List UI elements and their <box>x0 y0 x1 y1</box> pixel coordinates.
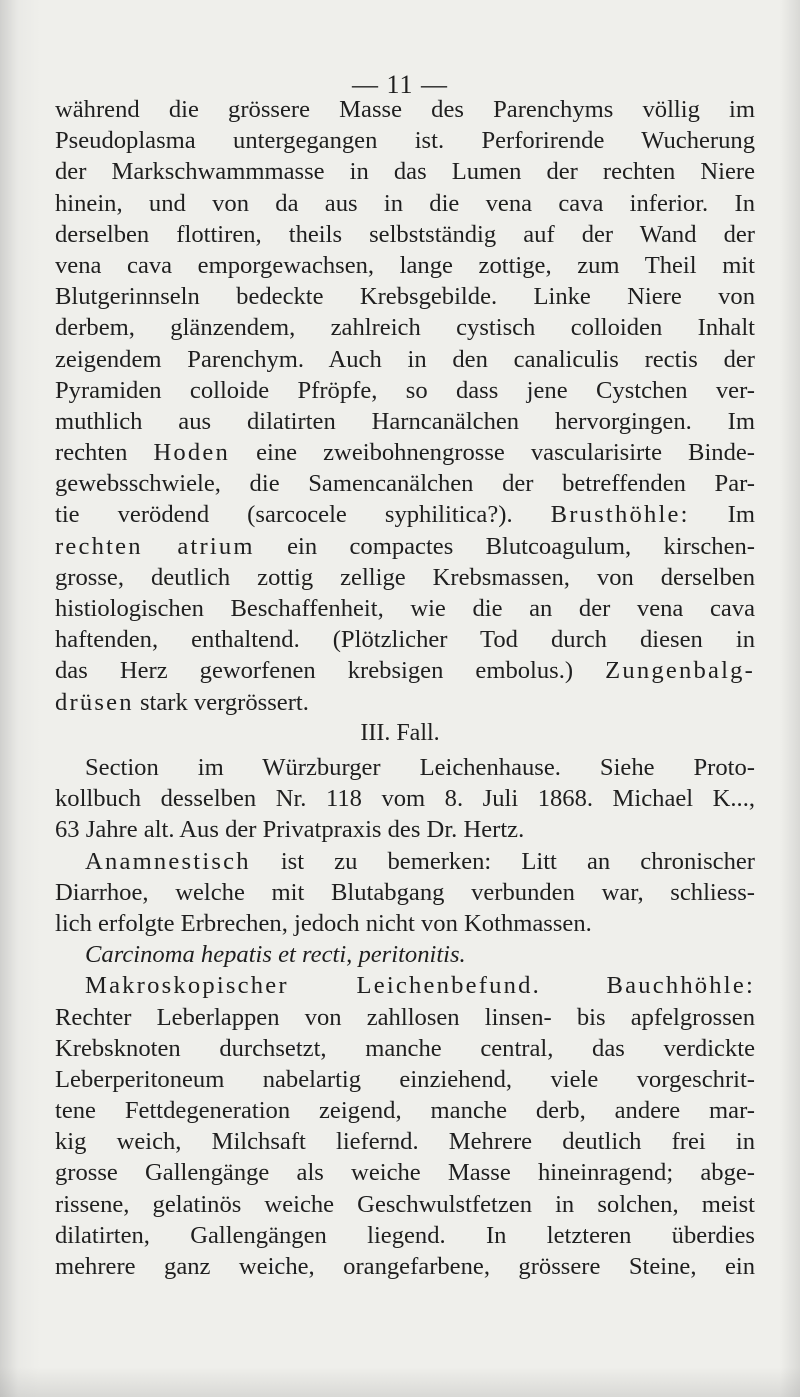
text-line: rissene, gelatinös weiche Geschwulstfetzen in solchen, meist <box>55 1190 755 1218</box>
text-line: 63 Jahre alt. Aus der Privatpraxis des Dr. Hertz. <box>55 816 525 844</box>
text-line: dilatirten, Gallengängen liegend. In letzteren überdies <box>55 1221 755 1249</box>
text-line: Rechter Leberlappen von zahllosen linsen- bis apfelgrossen <box>55 1003 755 1031</box>
text-line: kollbuch desselben Nr. 118 vom 8. Juli 1868. Michael K..., <box>55 785 755 813</box>
text-line <box>55 437 755 468</box>
inline-text: Im <box>727 501 755 529</box>
text-line: mehrere ganz weiche, orangefarbene, grössere Steine, ein <box>55 1253 755 1280</box>
text-line: gewebsschwiele, die Samencanälchen der betreffenden Par- <box>55 470 755 498</box>
text-line: Diarrhoe, welche mit Blutabgang verbunden war, schliess- <box>55 878 755 906</box>
inline-text: das Herz geworfenen krebsigen embolus.) <box>55 657 574 685</box>
spaced-term-brusthoehle: Brusthöhle: <box>550 501 690 529</box>
text-line <box>55 655 755 686</box>
text-line: Leberperitoneum nabelartig einziehend, viele vorgeschrit- <box>55 1065 755 1093</box>
spaced-term-anamnestisch: Anamnestisch <box>85 847 251 875</box>
text-line: derselben flottiren, theils selbstständig auf der Wand der <box>55 220 755 248</box>
section-heading <box>0 718 800 749</box>
spaced-term-rechten-atrium: rechten atrium <box>55 532 255 560</box>
text-line <box>55 531 755 562</box>
text-line: zeigendem Parenchym. Auch in den canaliculis rectis der <box>55 345 755 373</box>
text-line: haftenden, enthaltend. (Plötzlicher Tod durch diesen in <box>55 626 755 654</box>
diagnosis-line: Carcinoma hepatis et recti, peritonitis. <box>85 941 466 969</box>
text-line: Section im Würzburger Leichenhause. Siehe Proto- <box>85 754 755 781</box>
text-line: grosse Gallengänge als weiche Masse hineinragend; abge- <box>55 1159 755 1187</box>
text-line: Pyramiden colloide Pfröpfe, so dass jene Cystchen ver- <box>55 376 755 404</box>
text-line <box>55 970 755 1001</box>
paragraph-case-iii <box>55 752 755 1282</box>
inline-text: tie verödend (sarcocele syphilitica?). <box>55 501 513 529</box>
inline-text: ist zu bemerken: Litt an chronischer <box>280 847 755 875</box>
inline-text: rechten <box>55 439 128 467</box>
text-line: Krebsknoten durchsetzt, manche central, das verdickte <box>55 1034 755 1062</box>
inline-text: eine zweibohnengrosse vascularisirte Binde- <box>256 439 755 467</box>
spaced-term-leichenbefund: Makroskopischer Leichenbefund. <box>85 972 541 1000</box>
text-line <box>55 499 755 530</box>
text-line: lich erfolgte Erbrechen, jedoch nicht von Kothmassen. <box>55 909 592 937</box>
text-line: Pseudoplasma untergegangen ist. Perforirende Wucherung <box>55 127 755 155</box>
spaced-term-bauchhoehle: Bauchhöhle: <box>606 972 755 1000</box>
text-line <box>55 846 755 877</box>
case-heading: III. Fall. <box>360 720 440 746</box>
inline-text: ein compactes Blutcoagulum, kirschen- <box>287 532 755 560</box>
text-line: tene Fettdegeneration zeigend, manche derb, andere mar- <box>55 1097 755 1125</box>
text-line: grosse, deutlich zottig zellige Krebsmassen, von derselben <box>55 563 755 591</box>
inline-text: stark vergrössert. <box>139 688 309 716</box>
text-line: kig weich, Milchsaft liefernd. Mehrere deutlich frei in <box>55 1128 755 1156</box>
text-line: der Markschwammmasse in das Lumen der rechten Niere <box>55 158 755 186</box>
text-line: muthlich aus dilatirten Harncanälchen hervorgingen. Im <box>55 407 755 435</box>
text-line <box>55 687 755 718</box>
spaced-term-zungenbalg: Zungenbalg- <box>605 657 755 685</box>
text-line: hinein, und von da aus in die vena cava inferior. In <box>55 189 755 217</box>
spaced-term-hoden: Hoden <box>153 439 231 467</box>
text-line: derbem, glänzendem, zahlreich cystisch colloiden Inhalt <box>55 314 755 342</box>
spaced-term-druesen: drüsen <box>55 688 134 716</box>
paragraph-case-ii-findings <box>55 94 755 718</box>
page-number: — 11 — <box>351 70 449 99</box>
text-line: während die grössere Masse des Parenchyms völlig im <box>55 96 755 123</box>
text-line: histiologischen Beschaffenheit, wie die an der vena cava <box>55 595 755 622</box>
text-line: vena cava emporgewachsen, lange zottige, zum Theil mit <box>55 251 755 279</box>
text-line: Blutgerinnseln bedeckte Krebsgebilde. Linke Niere von <box>55 283 755 311</box>
